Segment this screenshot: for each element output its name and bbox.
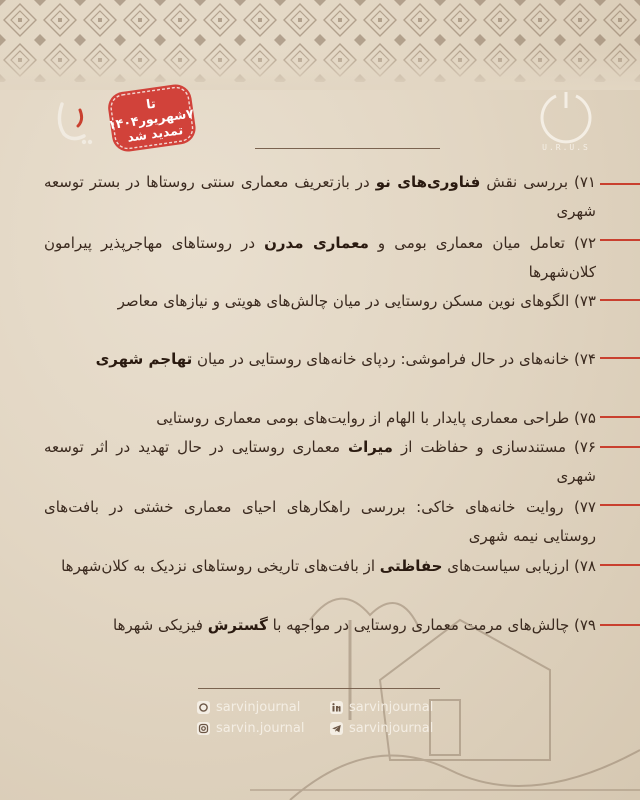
instagram-handle[interactable] xyxy=(197,719,327,737)
instagram-icon xyxy=(197,722,210,735)
website-handle-text: sarvinjournal xyxy=(216,699,301,715)
topic-keyword: گسترش xyxy=(207,616,268,634)
linkedin-handle-text: sarvinjournal xyxy=(349,699,434,715)
bottom-divider xyxy=(198,688,440,689)
topic-text: در بازتعریف معماری سنتی روستاها در بستر توسعه شهری xyxy=(44,173,596,220)
topic-number: ۷۳) xyxy=(574,292,596,310)
topic-keyword: میراث xyxy=(348,438,393,456)
topic-number: ۷۸) xyxy=(574,557,596,575)
topic-item xyxy=(44,229,596,287)
topic-item xyxy=(44,404,596,433)
topic-marker xyxy=(600,299,640,301)
website-handle[interactable] xyxy=(197,698,327,716)
topic-text: فیزیکی شهرها xyxy=(113,616,208,634)
telegram-handle[interactable] xyxy=(330,719,460,737)
topic-marker xyxy=(600,416,640,418)
topic-text: از بافت‌های تاریخی روستاهای نزدیک به کلان‌شهرها xyxy=(61,557,380,575)
topic-number: ۷۴) xyxy=(574,350,596,368)
topic-text: ارزیابی سیاست‌های xyxy=(442,557,575,575)
topic-text: مستندسازی و حفاظت از xyxy=(392,438,575,456)
stamp-line-1: تا ۷شهریور۱۴۰۴ xyxy=(107,95,195,133)
topic-marker xyxy=(600,357,640,359)
topic-number: ۷۲) xyxy=(574,234,597,252)
topic-text: طراحی معماری پایدار با الهام از روایت‌های بومی معماری روستایی xyxy=(156,409,575,427)
topic-marker xyxy=(600,446,640,448)
topic-text: خانه‌های در حال فراموشی: ردپای خانه‌های روستایی در میان xyxy=(192,350,575,368)
topic-keyword: تهاجم شهری xyxy=(95,350,193,368)
topic-text: در روستاهای مهاجرپذیر پیرامون کلان‌شهرها xyxy=(44,234,596,281)
topic-text: الگوهای نوین مسکن روستایی در میان چالش‌های هویتی و نیازهای معاصر xyxy=(117,292,575,310)
topic-item xyxy=(44,168,596,226)
topic-item xyxy=(44,611,596,640)
topic-number: ۷۱) xyxy=(574,173,596,191)
topic-keyword: فناوری‌های نو xyxy=(375,173,481,191)
linkedin-handle[interactable] xyxy=(330,698,460,716)
topic-text: بررسی نقش xyxy=(480,173,575,191)
topic-marker xyxy=(600,504,640,506)
topic-number: ۷۶) xyxy=(574,438,596,456)
topic-marker xyxy=(600,183,640,185)
topic-marker xyxy=(600,239,640,241)
stamp-line-2: تمدید شد xyxy=(126,122,184,145)
topic-marker xyxy=(600,624,640,626)
topic-marker xyxy=(600,564,640,566)
topic-text: روایت خانه‌های خاکی: بررسی راهکارهای احیای معماری خشتی در بافت‌های روستایی نیمه شهری xyxy=(44,498,596,545)
topic-text: چالش‌های مرمت معماری روستایی در مواجهه با xyxy=(267,616,575,634)
web-icon xyxy=(197,701,210,714)
topic-number: ۷۵) xyxy=(574,409,596,427)
topic-text: معماری روستایی در حال تهدید در اثر توسعه شهری xyxy=(44,438,596,485)
journal-logo-caption: U.R.U.S xyxy=(542,143,590,152)
topic-text: تعامل میان معماری بومی و xyxy=(368,234,575,252)
topic-item xyxy=(44,287,596,316)
topic-item xyxy=(44,552,596,581)
topic-item xyxy=(44,493,596,551)
topic-item xyxy=(44,345,596,374)
linkedin-icon xyxy=(330,701,343,714)
topic-number: ۷۹) xyxy=(574,616,596,634)
topic-item xyxy=(44,433,596,491)
topic-keyword: حفاظتی xyxy=(379,557,443,575)
topic-number: ۷۷) xyxy=(574,498,596,516)
telegram-handle-text: sarvinjournal xyxy=(349,720,434,736)
instagram-handle-text: sarvin.journal xyxy=(216,720,305,736)
topic-keyword: معماری مدرن xyxy=(264,234,369,252)
telegram-icon xyxy=(330,722,343,735)
